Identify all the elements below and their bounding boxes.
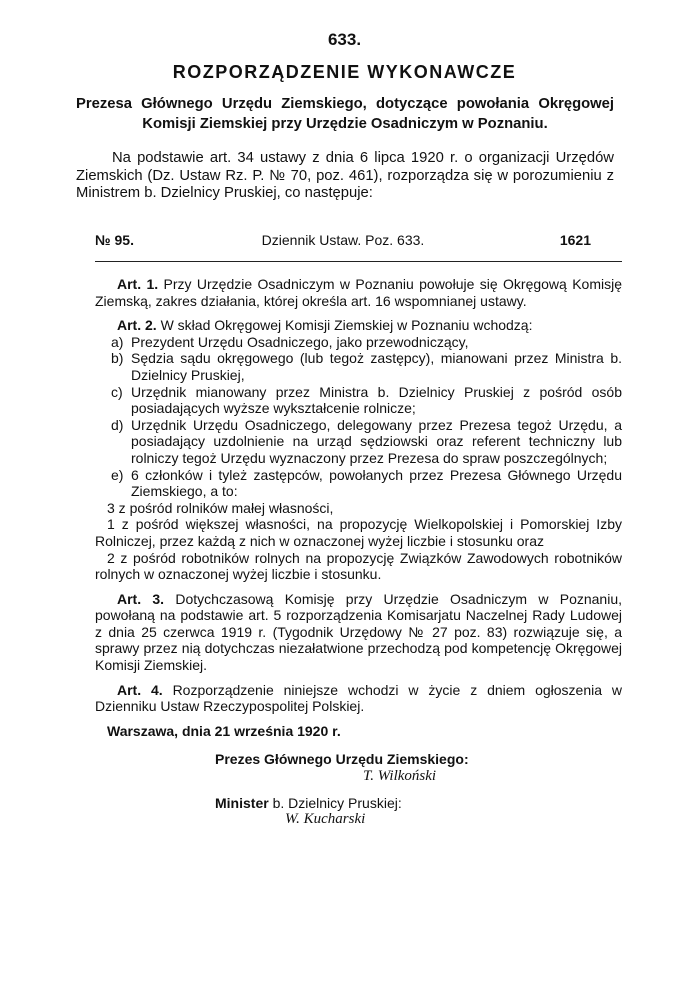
signature-block xyxy=(95,751,622,827)
signatory-2-role: Minister b. Dzielnicy Pruskiej: xyxy=(215,794,402,811)
date-line: Warszawa, dnia 21 września 1920 r. xyxy=(107,722,341,739)
running-head xyxy=(95,232,591,250)
sub-item: 3 z pośród rolników małej własności, xyxy=(107,499,334,516)
journal-page-number: 1621 xyxy=(559,232,591,248)
issue-number: № 95. xyxy=(95,232,134,248)
signatory-1-name: T. Wilkoński xyxy=(363,768,437,785)
article-4 xyxy=(95,682,622,715)
article-1-text: Przy Urzędzie Osadniczym w Poznaniu powołuje się Okręgową Komisję Ziemską, zakres działania, której określa art. 16 wspomnianej ustawy. xyxy=(95,276,622,309)
page-number: 633. xyxy=(327,30,362,49)
document-title: ROZPORZĄDZENIE WYKONAWCZE xyxy=(172,62,517,82)
article-4-text: Rozporządzenie niniejsze wchodzi w życie z dniem ogłoszenia w Dzienniku Ustaw Rzeczypospolitej Polskiej. xyxy=(95,681,623,715)
article-2 xyxy=(95,317,622,334)
list-item: a) Prezydent Urzędu Osadniczego, jako przewodniczący, xyxy=(111,333,469,350)
list-item: e) 6 członków i tyleż zastępców, powołanych przez Prezesa Głównego Urzędu Ziemskiego, a to: xyxy=(111,466,622,500)
list-item: c) Urzędnik mianowany przez Ministra b. Dzielnicy Pruskiej z pośród osób posiadających wyższe wykształcenie rolnicze; xyxy=(111,383,622,417)
article-2-label: Art. 2. xyxy=(117,317,157,334)
intro-paragraph: Na podstawie art. 34 ustawy z dnia 6 lipca 1920 r. o organizacji Urzędów Ziemskich (Dz. Ustaw Rz. P. № 70, poz. 461), rozporządza się w porozumieniu z Ministrem b. Dzielnicy Pruskiej, co następuje: xyxy=(76,150,614,201)
header-rule xyxy=(95,261,622,262)
article-2-list xyxy=(95,334,622,500)
journal-reference: Dziennik Ustaw. Poz. 633. xyxy=(261,232,425,248)
signatory-1-role: Prezes Głównego Urzędu Ziemskiego: xyxy=(215,751,469,768)
document-body xyxy=(95,276,622,828)
article-3-text: Dotychczasową Komisję przy Urzędzie Osadniczym w Poznaniu, powołaną na podstawie art. 5 rozporządzenia Komisarjatu Naczelnej Rady Ludowej z dnia 25 czerwca 1919 r. (Tygodnik Urzędowy № 27 poz. 83) rozwiązuje się, a sprawy przez nią dotychczas niezałatwione przechodzą pod kompetencję Okręgowej Komisji Ziemskiej. xyxy=(95,590,623,674)
list-item: d) Urzędnik Urzędu Osadniczego, delegowany przez Prezesa tegoż Urzędu, a posiadający uzdolnienie na urząd sędziowski oraz referent techniczny lub rolniczy tegoż Urzędu wyznaczony przez Prezesa do spraw poszczególnych; xyxy=(111,416,622,466)
sub-item: 1 z pośród większej własności, na propozycję Wielkopolskiej i Pomorskiej Izby Rolniczej, przez każdą z nich w oznaczonej wyżej liczbie i stosunku oraz xyxy=(95,516,622,549)
article-2-text: W skład Okręgowej Komisji Ziemskiej w Poznaniu wchodzą: xyxy=(160,317,533,334)
article-1 xyxy=(95,276,622,309)
sub-item: 2 z pośród robotników rolnych na propozycję Związków Zawodowych robotników rolnych w oznaczonej wyżej liczbie i stosunku. xyxy=(95,549,622,583)
list-item: b) Sędzia sądu okręgowego (lub tegoż zastępcy), mianowani przez Ministra b. Dzielnicy Pruskiej, xyxy=(111,350,622,383)
article-1-label: Art. 1. xyxy=(117,276,159,292)
article-3-label: Art. 3. xyxy=(117,590,165,607)
document-subtitle: Prezesa Głównego Urzędu Ziemskiego, dotyczące powołania Okręgowej Komisji Ziemskiej przy Urzędzie Osadniczym w Poznaniu. xyxy=(76,96,614,132)
signatory-2-name: W. Kucharski xyxy=(285,811,366,828)
article-3 xyxy=(95,591,622,674)
article-4-label: Art. 4. xyxy=(117,681,163,698)
